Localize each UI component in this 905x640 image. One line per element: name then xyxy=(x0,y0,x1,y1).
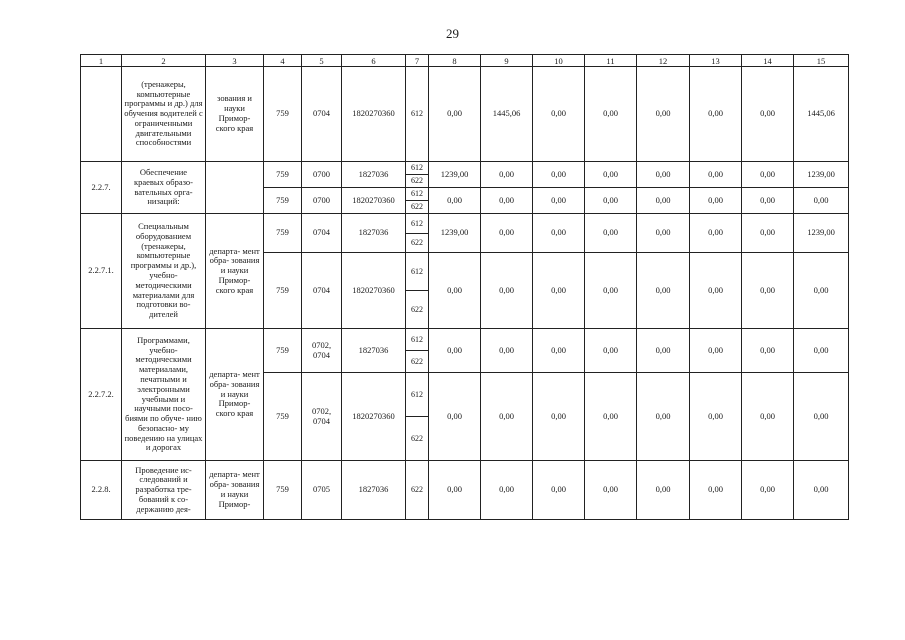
value-cell: 0,00 xyxy=(742,373,794,461)
target-article-cell: 1820270360 xyxy=(342,67,406,162)
expense-type-cell: 612 xyxy=(406,329,429,351)
target-article-cell: 1827036 xyxy=(342,461,406,520)
expense-type-cell: 622 xyxy=(406,175,429,188)
value-cell: 0,00 xyxy=(585,67,637,162)
expense-type-cell: 622 xyxy=(406,291,429,329)
value-cell: 0,00 xyxy=(637,373,690,461)
grbs-code-cell: 759 xyxy=(264,253,302,329)
column-header: 10 xyxy=(533,55,585,67)
column-header: 9 xyxy=(481,55,533,67)
value-cell: 0,00 xyxy=(481,188,533,214)
column-header: 15 xyxy=(794,55,849,67)
table-row xyxy=(81,329,849,351)
value-cell: 1239,00 xyxy=(429,162,481,188)
column-header: 2 xyxy=(122,55,206,67)
column-header: 13 xyxy=(690,55,742,67)
section-code-cell: 0702, 0704 xyxy=(302,329,342,373)
value-cell: 0,00 xyxy=(533,461,585,520)
grbs-code-cell: 759 xyxy=(264,214,302,253)
budget-table xyxy=(80,54,849,520)
value-cell: 0,00 xyxy=(690,214,742,253)
value-cell: 1239,00 xyxy=(794,162,849,188)
value-cell: 0,00 xyxy=(637,329,690,373)
measure-name-cell: Проведение ис- следований и разработка тре- бований к со- держанию дея- xyxy=(122,461,206,520)
expense-type-cell: 612 xyxy=(406,373,429,417)
value-cell: 0,00 xyxy=(637,67,690,162)
table-row xyxy=(81,461,849,520)
value-cell: 0,00 xyxy=(637,461,690,520)
value-cell: 0,00 xyxy=(690,67,742,162)
table-row xyxy=(81,214,849,234)
executor-cell: департа- мент обра- зования и науки Примор- xyxy=(206,461,264,520)
value-cell: 0,00 xyxy=(533,373,585,461)
grbs-code-cell: 759 xyxy=(264,67,302,162)
column-header: 6 xyxy=(342,55,406,67)
value-cell: 0,00 xyxy=(742,67,794,162)
executor-cell: департа- мент обра- зования и науки Примор- ского края xyxy=(206,329,264,461)
value-cell: 0,00 xyxy=(481,461,533,520)
value-cell: 0,00 xyxy=(533,253,585,329)
grbs-code-cell: 759 xyxy=(264,373,302,461)
value-cell: 0,00 xyxy=(481,373,533,461)
measure-name-cell: Обеспечение краевых образо- вательных орга- низаций: xyxy=(122,162,206,214)
expense-type-cell: 612 xyxy=(406,253,429,291)
value-cell: 0,00 xyxy=(481,253,533,329)
value-cell: 0,00 xyxy=(742,214,794,253)
value-cell: 0,00 xyxy=(585,162,637,188)
column-header: 5 xyxy=(302,55,342,67)
column-header: 7 xyxy=(406,55,429,67)
executor-cell: зования и науки Примор- ского края xyxy=(206,67,264,162)
column-header: 1 xyxy=(81,55,122,67)
grbs-code-cell: 759 xyxy=(264,329,302,373)
table-row xyxy=(81,162,849,175)
value-cell: 0,00 xyxy=(533,329,585,373)
value-cell: 0,00 xyxy=(742,461,794,520)
value-cell: 0,00 xyxy=(690,188,742,214)
value-cell: 0,00 xyxy=(585,461,637,520)
target-article-cell: 1820270360 xyxy=(342,373,406,461)
expense-type-cell: 612 xyxy=(406,188,429,201)
value-cell: 0,00 xyxy=(742,253,794,329)
expense-type-cell: 622 xyxy=(406,351,429,373)
expense-type-cell: 622 xyxy=(406,461,429,520)
value-cell: 0,00 xyxy=(794,461,849,520)
target-article-cell: 1827036 xyxy=(342,329,406,373)
value-cell: 0,00 xyxy=(429,461,481,520)
expense-type-cell: 612 xyxy=(406,214,429,234)
target-article-cell: 1827036 xyxy=(342,162,406,188)
grbs-code-cell: 759 xyxy=(264,188,302,214)
section-code-cell: 0702, 0704 xyxy=(302,373,342,461)
value-cell: 0,00 xyxy=(794,253,849,329)
page-number: 29 xyxy=(446,26,459,41)
expense-type-cell: 622 xyxy=(406,201,429,214)
column-header: 3 xyxy=(206,55,264,67)
row-number-cell: 2.2.7. xyxy=(81,162,122,214)
grbs-code-cell: 759 xyxy=(264,162,302,188)
value-cell: 0,00 xyxy=(690,253,742,329)
value-cell: 0,00 xyxy=(690,329,742,373)
section-code-cell: 0705 xyxy=(302,461,342,520)
expense-type-cell: 612 xyxy=(406,67,429,162)
value-cell: 0,00 xyxy=(742,188,794,214)
measure-name-cell: Программами, учебно- методическими материалами, печатными и электронными учебными и научными посо- биями по обуче- нию безопасно- му поведению на улицах и дорогах xyxy=(122,329,206,461)
value-cell: 0,00 xyxy=(429,67,481,162)
column-header: 4 xyxy=(264,55,302,67)
measure-name-cell: Специальным оборудованием (тренажеры, компьютерные программы и др.), учебно- методическими материалами для подготовки во- дителей xyxy=(122,214,206,329)
grbs-code-cell: 759 xyxy=(264,461,302,520)
value-cell: 1445,06 xyxy=(794,67,849,162)
value-cell: 0,00 xyxy=(585,329,637,373)
section-code-cell: 0704 xyxy=(302,214,342,253)
target-article-cell: 1820270360 xyxy=(342,253,406,329)
value-cell: 0,00 xyxy=(794,188,849,214)
value-cell: 0,00 xyxy=(637,188,690,214)
section-code-cell: 0700 xyxy=(302,162,342,188)
row-number-cell: 2.2.7.2. xyxy=(81,329,122,461)
value-cell: 0,00 xyxy=(481,162,533,188)
value-cell: 1239,00 xyxy=(794,214,849,253)
row-number-cell: 2.2.7.1. xyxy=(81,214,122,329)
value-cell: 0,00 xyxy=(481,214,533,253)
value-cell: 0,00 xyxy=(637,162,690,188)
value-cell: 0,00 xyxy=(533,162,585,188)
value-cell: 0,00 xyxy=(742,162,794,188)
column-header: 14 xyxy=(742,55,794,67)
column-header: 12 xyxy=(637,55,690,67)
value-cell: 0,00 xyxy=(637,214,690,253)
value-cell: 0,00 xyxy=(533,214,585,253)
target-article-cell: 1827036 xyxy=(342,214,406,253)
column-header: 8 xyxy=(429,55,481,67)
value-cell: 0,00 xyxy=(429,329,481,373)
value-cell: 0,00 xyxy=(533,188,585,214)
value-cell: 0,00 xyxy=(533,67,585,162)
value-cell: 0,00 xyxy=(429,373,481,461)
value-cell: 0,00 xyxy=(690,461,742,520)
measure-name-cell: (тренажеры, компьютерные программы и др.) для обучения водителей с ограниченными двигательными способностями xyxy=(122,67,206,162)
value-cell: 0,00 xyxy=(585,373,637,461)
value-cell: 0,00 xyxy=(637,253,690,329)
row-number-cell: 2.2.8. xyxy=(81,461,122,520)
value-cell: 0,00 xyxy=(585,253,637,329)
value-cell: 1445,06 xyxy=(481,67,533,162)
target-article-cell: 1820270360 xyxy=(342,188,406,214)
value-cell: 0,00 xyxy=(794,373,849,461)
value-cell: 0,00 xyxy=(481,329,533,373)
section-code-cell: 0704 xyxy=(302,67,342,162)
table-row xyxy=(81,67,849,162)
executor-cell xyxy=(206,162,264,214)
row-number-cell xyxy=(81,67,122,162)
table-header-row xyxy=(81,55,849,67)
expense-type-cell: 612 xyxy=(406,162,429,175)
executor-cell: департа- мент обра- зования и науки Примор- ского края xyxy=(206,214,264,329)
section-code-cell: 0704 xyxy=(302,253,342,329)
expense-type-cell: 622 xyxy=(406,234,429,253)
value-cell: 0,00 xyxy=(794,329,849,373)
section-code-cell: 0700 xyxy=(302,188,342,214)
column-header: 11 xyxy=(585,55,637,67)
value-cell: 0,00 xyxy=(429,188,481,214)
value-cell: 0,00 xyxy=(585,214,637,253)
value-cell: 0,00 xyxy=(742,329,794,373)
value-cell: 0,00 xyxy=(690,373,742,461)
expense-type-cell: 622 xyxy=(406,417,429,461)
value-cell: 0,00 xyxy=(585,188,637,214)
value-cell: 0,00 xyxy=(690,162,742,188)
value-cell: 0,00 xyxy=(429,253,481,329)
value-cell: 1239,00 xyxy=(429,214,481,253)
